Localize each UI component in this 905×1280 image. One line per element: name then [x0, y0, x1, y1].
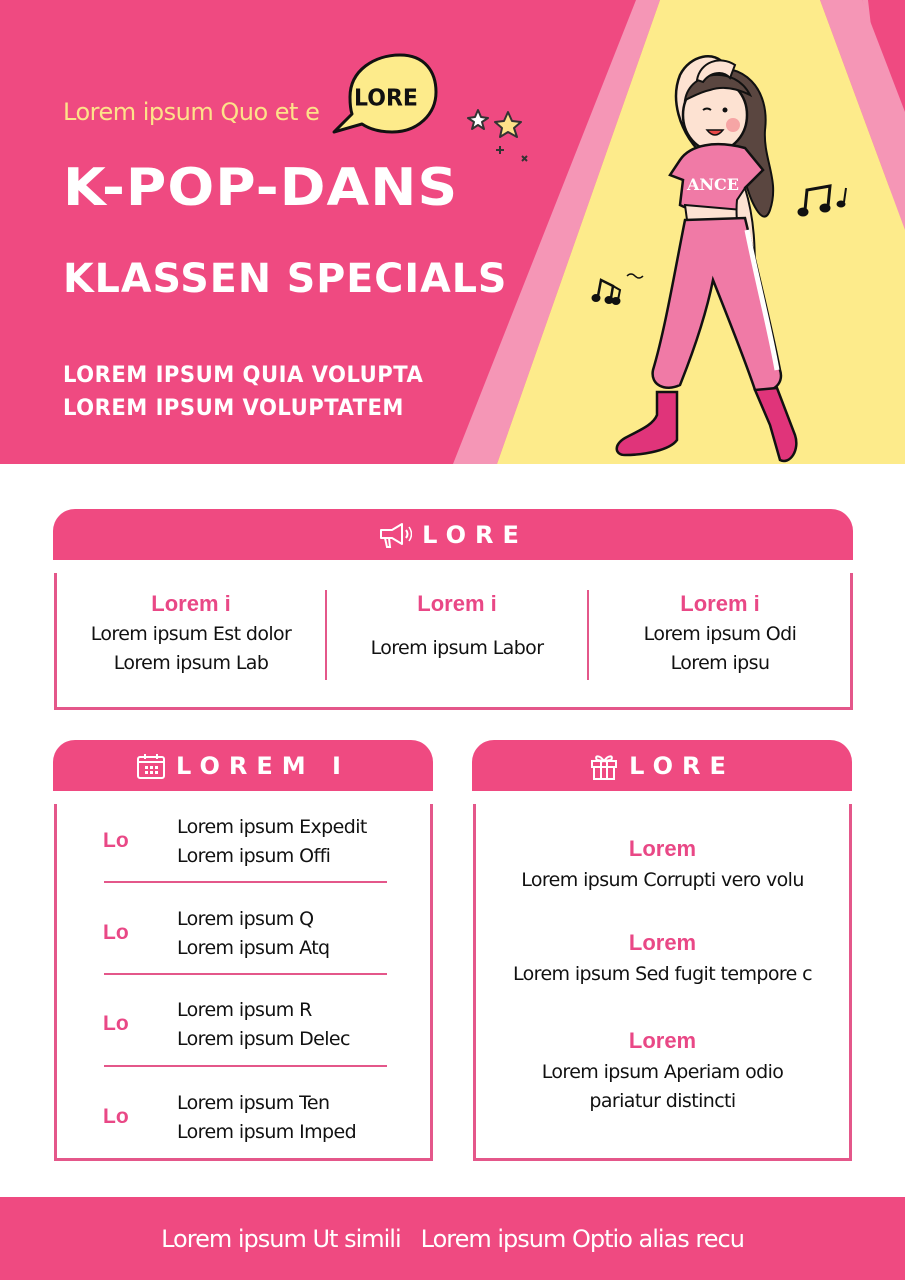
schedule-row-line: Lorem ipsum Atq: [177, 937, 330, 959]
schedule-row-line: Lorem ipsum Expedit: [177, 816, 367, 838]
schedule-card-title: LOREM I: [176, 751, 350, 780]
shirt-text: ANCE: [687, 175, 739, 194]
promo-column-line: Lorem ipsum Labor: [370, 637, 544, 659]
footer-bar: [0, 1197, 905, 1280]
schedule-row-lines: [177, 813, 367, 871]
schedule-card-header: [53, 740, 433, 791]
promo-column-line: Lorem ipsum Lab: [113, 652, 269, 674]
calendar-icon: [136, 752, 166, 780]
hero-line-2: LOREM IPSUM VOLUPTATEM: [63, 396, 404, 421]
hero-line-1: LOREM IPSUM QUIA VOLUPTA: [63, 363, 424, 388]
bubble-label: LORE: [354, 85, 418, 112]
gift-item-text: Lorem ipsum Sed fugit tempore c: [512, 963, 813, 985]
promo-column: [57, 591, 325, 678]
footer-text-left: Lorem ipsum Ut simili: [161, 1224, 401, 1253]
promo-card-header: [53, 509, 853, 560]
gift-icon: [589, 752, 619, 780]
hero-tagline: Lorem ipsum Quo et e: [63, 98, 320, 126]
promo-card-body: [54, 573, 853, 710]
gift-item-heading: Lorem: [628, 930, 697, 955]
promo-column-heading: Lorem i: [680, 591, 760, 616]
gift-card-body: [473, 804, 852, 1161]
megaphone-icon: [378, 521, 412, 549]
promo-column-line: Lorem ipsu: [670, 652, 770, 674]
stars-icon: [466, 108, 536, 168]
gift-item: [476, 930, 849, 989]
promo-column-line: Lorem ipsum Odi: [643, 623, 797, 645]
schedule-row-line: Lorem ipsum Ten: [177, 1092, 330, 1114]
schedule-row-line: Lorem ipsum Offi: [177, 845, 331, 867]
schedule-row-lines: [177, 1089, 356, 1147]
schedule-row: [57, 809, 430, 879]
schedule-row: [57, 992, 430, 1062]
schedule-row-line: Lorem ipsum R: [177, 999, 312, 1021]
schedule-card: [53, 740, 433, 1162]
music-notes-icon: [798, 186, 846, 216]
gift-item-text: Lorem ipsum Corrupti vero volu: [521, 869, 804, 891]
promo-card-title: LORE: [422, 520, 528, 549]
schedule-row-label: Lo: [103, 1012, 129, 1035]
promo-column-line: Lorem ipsum Est dolor: [90, 623, 292, 645]
schedule-row-lines: [177, 996, 350, 1054]
schedule-row: [57, 901, 430, 971]
row-divider: [104, 881, 387, 883]
gift-item-text: Lorem ipsum Aperiam odio pariatur distincti: [541, 1061, 784, 1112]
gift-item-heading: Lorem: [628, 1028, 697, 1053]
footer-text-right: Lorem ipsum Optio alias recu: [420, 1224, 744, 1253]
hero-banner: [0, 0, 905, 464]
schedule-row-label: Lo: [103, 921, 129, 944]
page-subtitle: KLASSEN SPECIALS: [63, 256, 508, 302]
row-divider: [104, 1065, 387, 1067]
promo-column-heading: Lorem i: [151, 591, 231, 616]
schedule-card-body: [54, 804, 433, 1161]
schedule-row-lines: [177, 905, 330, 963]
schedule-row-line: Lorem ipsum Delec: [177, 1028, 350, 1050]
promo-column-heading: Lorem i: [417, 591, 497, 616]
gift-item: [476, 836, 849, 895]
promo-card: [53, 509, 853, 711]
promo-column: [327, 591, 587, 663]
gift-card-header: [472, 740, 852, 791]
row-divider: [104, 973, 387, 975]
gift-card-title: LORE: [629, 751, 735, 780]
page-title: K-POP-DANS: [63, 158, 459, 218]
schedule-row-label: Lo: [103, 1105, 129, 1128]
gift-item-heading: Lorem: [628, 836, 697, 861]
gift-item: [476, 1028, 849, 1116]
dancer-illustration: [585, 40, 905, 464]
promo-column: [589, 591, 851, 678]
gift-card: [472, 740, 852, 1162]
schedule-row-label: Lo: [103, 829, 129, 852]
schedule-row-line: Lorem ipsum Q: [177, 908, 314, 930]
schedule-row-line: Lorem ipsum Imped: [177, 1121, 357, 1143]
schedule-row: [57, 1085, 430, 1155]
